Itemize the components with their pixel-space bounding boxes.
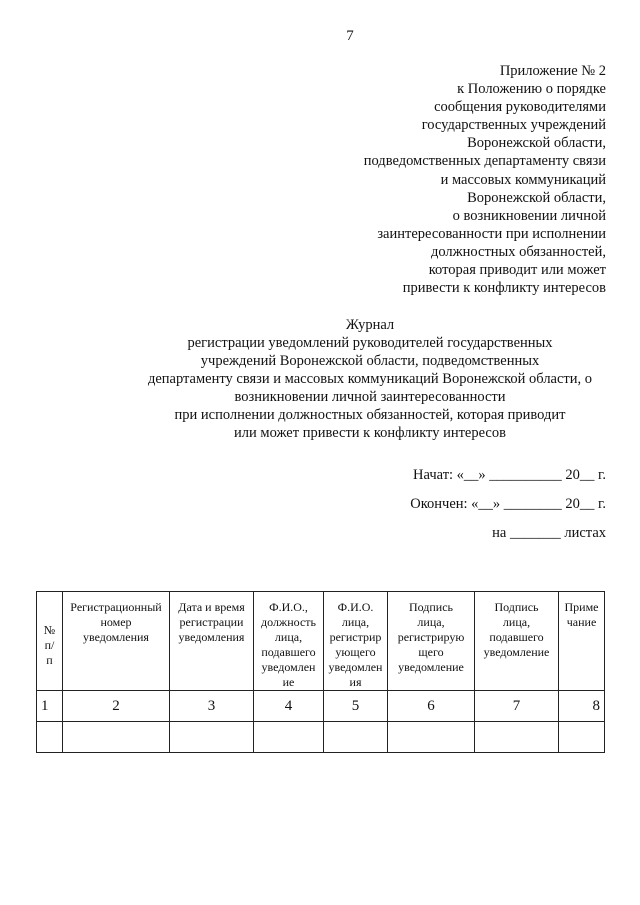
appendix-block [306, 62, 606, 297]
journal-subtitle-line: при исполнении должностных обязанностей, которая приводит [174, 407, 566, 423]
appendix-line: должностных обязанностей, [430, 243, 606, 260]
journal-dates [410, 461, 606, 548]
journal-subtitle-line: департаменту связи и массовых коммуникаций Воронежской области, о [147, 371, 593, 387]
empty-cell [170, 722, 254, 753]
header-cell-submitter-signature: Подпись лица, подавшего уведомление [475, 592, 559, 691]
journal-title: Журнал [345, 317, 395, 333]
journal-subtitle-line: или может привести к конфликту интересов [234, 425, 506, 441]
empty-cell [475, 722, 559, 753]
header-cell-registration-number: Регистрационный номер уведомления [63, 592, 170, 691]
appendix-line: заинтересованности при исполнении [377, 225, 606, 242]
appendix-line: Воронежской области, [467, 135, 606, 152]
header-cell-registration-date: Дата и время регистрации уведомления [170, 592, 254, 691]
appendix-line: Приложение № 2 [499, 63, 606, 79]
page-number: 7 [346, 28, 354, 44]
appendix-line: привести к конфликту интересов [402, 280, 606, 297]
journal-subtitle-line: регистрации уведомлений руководителей государственных [187, 335, 553, 351]
journal-subtitle-line: учреждений Воронежской области, подведомственных [200, 353, 540, 369]
sheet-count: на _______ листах [492, 525, 606, 541]
header-cell-submitter-name: Ф.И.О., должность лица, подавшего уведомлен ие [254, 592, 324, 691]
appendix-line: к Положению о порядке [457, 81, 606, 98]
empty-cell [63, 722, 170, 753]
column-number: 7 [475, 691, 559, 722]
empty-cell [559, 722, 605, 753]
journal-subtitle-line: возникновении личной заинтересованности [234, 389, 506, 405]
appendix-line: Воронежской области, [467, 189, 606, 206]
empty-cell [388, 722, 475, 753]
date-started: Начат: «__» __________ 20__ г. [413, 467, 606, 483]
empty-cell [324, 722, 388, 753]
empty-entry-row [37, 722, 605, 753]
header-row [37, 592, 605, 691]
empty-cell [254, 722, 324, 753]
column-number: 2 [63, 691, 170, 722]
register-table [36, 591, 605, 753]
column-number: 8 [559, 691, 605, 722]
column-number-row [37, 691, 605, 722]
journal-heading [100, 316, 640, 442]
column-number: 3 [170, 691, 254, 722]
header-cell-note: Приме чание [559, 592, 605, 691]
appendix-line: подведомственных департаменту связи [363, 153, 606, 170]
date-finished: Окончен: «__» ________ 20__ г. [410, 496, 606, 512]
column-number: 6 [388, 691, 475, 722]
appendix-line: государственных учреждений [421, 117, 606, 134]
column-number: 5 [324, 691, 388, 722]
header-cell-registrar-signature: Подпись лица, регистрирую щего уведомление [388, 592, 475, 691]
header-cell-registrar-name: Ф.И.О. лица, регистрир ующего уведомлен ия [324, 592, 388, 691]
appendix-line: сообщения руководителями [434, 99, 606, 116]
appendix-line: и массовых коммуникаций [440, 171, 606, 188]
column-number: 4 [254, 691, 324, 722]
appendix-line: о возникновении личной [452, 207, 606, 224]
column-number: 1 [37, 691, 63, 722]
empty-cell [37, 722, 63, 753]
appendix-line: которая приводит или может [428, 262, 606, 279]
header-cell-number: № п/ п [37, 592, 63, 691]
